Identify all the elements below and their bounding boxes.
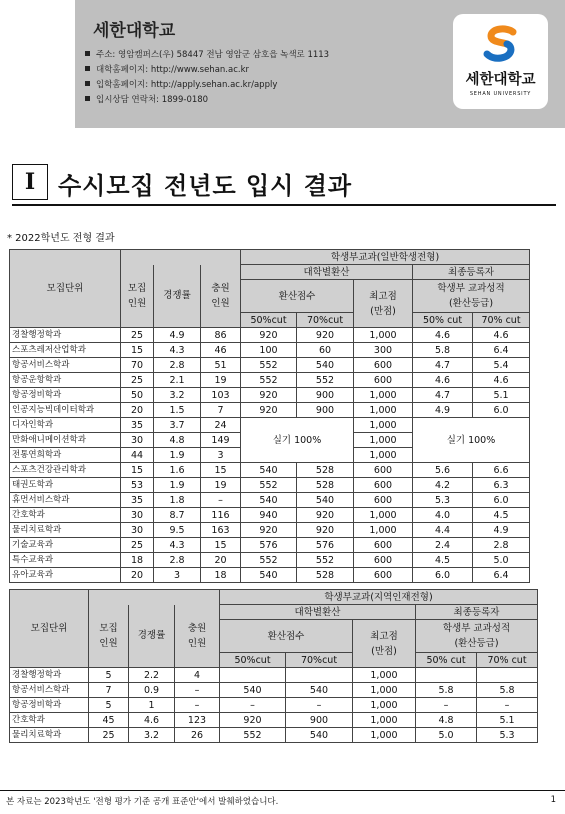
table-row	[10, 388, 530, 403]
unit-name: 태권도학과	[10, 478, 121, 493]
table-cell: 552	[241, 373, 297, 388]
table-cell: 4.9	[154, 328, 201, 343]
table-cell: 4.9	[413, 403, 473, 418]
header-quota: 모집 인원	[89, 605, 129, 668]
table-cell: 18	[121, 553, 154, 568]
unit-name: 항공정비학과	[10, 388, 121, 403]
header-70cut: 70%cut	[286, 653, 353, 668]
table-cell: 15	[121, 463, 154, 478]
info-address: 주소: 영암캠퍼스(우) 58447 전남 영암군 삼호읍 녹색로 1113	[85, 48, 329, 63]
table-cell: 20	[121, 568, 154, 583]
table-row	[10, 373, 530, 388]
table-cell: 25	[121, 328, 154, 343]
table-cell: 1.9	[154, 448, 201, 463]
unit-name: 만화애니메이션학과	[10, 433, 121, 448]
table-cell: –	[220, 698, 286, 713]
table-cell: 920	[297, 523, 354, 538]
table-cell: 6.6	[473, 463, 530, 478]
table-cell: 1,000	[353, 683, 416, 698]
header-70cut: 70% cut	[473, 313, 530, 328]
table-cell: 576	[297, 538, 354, 553]
table-cell: 8.7	[154, 508, 201, 523]
results-table-general	[9, 249, 530, 583]
table-cell: 26	[175, 728, 220, 743]
table-row	[10, 728, 538, 743]
table-cell: 552	[297, 553, 354, 568]
table-cell: 3.2	[154, 388, 201, 403]
bullet-icon	[85, 81, 90, 86]
header-ratio: 경쟁률	[154, 265, 201, 328]
table-cell: 7	[201, 403, 241, 418]
table-cell: 4.5	[413, 553, 473, 568]
page-number: 1	[550, 795, 556, 805]
table-row	[10, 683, 538, 698]
header-50cut: 50% cut	[416, 653, 477, 668]
table-cell: 4.4	[413, 523, 473, 538]
header-50cut: 50%cut	[241, 313, 297, 328]
table-row	[10, 478, 530, 493]
table-cell: 5.1	[477, 713, 538, 728]
table-cell: 3	[154, 568, 201, 583]
table-cell: 2.8	[473, 538, 530, 553]
table-cell: 86	[201, 328, 241, 343]
table-cell: 4.6	[413, 328, 473, 343]
table-row	[10, 493, 530, 508]
header-70cut: 70%cut	[297, 313, 354, 328]
table-cell: 5	[89, 698, 129, 713]
table-cell: 123	[175, 713, 220, 728]
table-cell: 920	[241, 388, 297, 403]
header-50cut: 50%cut	[220, 653, 286, 668]
table-cell: 60	[297, 343, 354, 358]
unit-name: 특수교육과	[10, 553, 121, 568]
table-cell: 5.6	[413, 463, 473, 478]
table-cell: 4.8	[416, 713, 477, 728]
table-cell: 600	[354, 358, 413, 373]
table-cell: 2.8	[154, 358, 201, 373]
section-number: I	[12, 164, 48, 200]
table-cell: 35	[121, 418, 154, 433]
table-cell: 6.0	[413, 568, 473, 583]
bullet-icon	[85, 66, 90, 71]
table-cell: 540	[220, 683, 286, 698]
table-cell: 4.9	[473, 523, 530, 538]
table-cell: –	[175, 698, 220, 713]
table-cell: 576	[241, 538, 297, 553]
unit-name: 항공서비스학과	[10, 683, 89, 698]
table-cell: 600	[354, 568, 413, 583]
table-cell: 4.0	[413, 508, 473, 523]
table-cell: 149	[201, 433, 241, 448]
table-cell: 25	[121, 373, 154, 388]
table-cell: 4.7	[413, 388, 473, 403]
table-cell: 4	[175, 668, 220, 683]
table-cell: 920	[241, 328, 297, 343]
table-row	[10, 553, 530, 568]
unit-name: 물리치료학과	[10, 523, 121, 538]
unit-name: 전통연희학과	[10, 448, 121, 463]
table-cell: 1,000	[353, 668, 416, 683]
footer-note: 본 자료는 2023학년도 '전형 평가 기준 공개 표준안'에서 발췌하였습니다.	[6, 797, 279, 807]
header-unit: 모집단위	[10, 590, 89, 668]
table-cell: 552	[241, 478, 297, 493]
logo-text: 세한대학교	[465, 72, 536, 88]
table-cell: 600	[354, 463, 413, 478]
table-cell: 18	[201, 568, 241, 583]
university-name: 세한대학교	[93, 21, 176, 41]
table-cell: 552	[297, 373, 354, 388]
header-univ-convert: 대학별환산	[241, 265, 413, 280]
table-cell: 920	[297, 328, 354, 343]
header-score: 환산점수	[220, 620, 353, 653]
table-cell: 528	[297, 463, 354, 478]
table-row	[10, 418, 530, 433]
table-cell: 116	[201, 508, 241, 523]
table-cell: 24	[201, 418, 241, 433]
header-final: 최종등록자	[413, 265, 530, 280]
s-logo-icon	[481, 24, 521, 64]
table-cell: 940	[241, 508, 297, 523]
table-cell: 540	[286, 728, 353, 743]
table-cell: 9.5	[154, 523, 201, 538]
table-cell: 540	[241, 463, 297, 478]
table-cell: 1,000	[353, 713, 416, 728]
unit-name: 간호학과	[10, 713, 89, 728]
table-cell: 4.6	[413, 373, 473, 388]
table-cell	[286, 668, 353, 683]
table-cell: 1,000	[354, 523, 413, 538]
table-cell: 70	[121, 358, 154, 373]
table-cell: 552	[241, 358, 297, 373]
table-cell: 6.4	[473, 568, 530, 583]
unit-name: 항공정비학과	[10, 698, 89, 713]
info-admission-page: 입학홈페이지: http://apply.sehan.ac.kr/apply	[85, 78, 329, 93]
unit-name: 스포츠레저산업학과	[10, 343, 121, 358]
table-cell: 4.8	[154, 433, 201, 448]
info-contact: 입시상담 연락처: 1899-0180	[85, 93, 329, 108]
header-quota: 모집 인원	[121, 265, 154, 328]
section-title-row	[12, 164, 556, 206]
header-unit: 모집단위	[10, 250, 121, 328]
header-50cut: 50% cut	[413, 313, 473, 328]
logo-english-text: SEHAN UNIVERSITY	[469, 91, 532, 97]
table-cell: 5.8	[477, 683, 538, 698]
table-cell: –	[175, 683, 220, 698]
table-cell: 103	[201, 388, 241, 403]
table-cell: 45	[89, 713, 129, 728]
table-cell: 19	[201, 373, 241, 388]
practical-grade-cell: 실기 100%	[413, 418, 530, 463]
table-cell: 2.1	[154, 373, 201, 388]
header-70cut: 70% cut	[477, 653, 538, 668]
table-cell: 600	[354, 493, 413, 508]
unit-name: 물리치료학과	[10, 728, 89, 743]
table-cell: 1.9	[154, 478, 201, 493]
table-cell: 6.3	[473, 478, 530, 493]
table-cell: 1,000	[353, 728, 416, 743]
table-cell: 540	[286, 683, 353, 698]
unit-name: 디자인학과	[10, 418, 121, 433]
table-cell: 5.4	[473, 358, 530, 373]
table-cell: 4.2	[413, 478, 473, 493]
table-cell: 3.7	[154, 418, 201, 433]
table-cell: 1,000	[354, 403, 413, 418]
unit-name: 경찰행정학과	[10, 668, 89, 683]
unit-name: 휴먼서비스학과	[10, 493, 121, 508]
table-cell: 528	[297, 568, 354, 583]
table-cell: 4.6	[473, 328, 530, 343]
table-cell: 5.1	[473, 388, 530, 403]
table-cell: 4.3	[154, 343, 201, 358]
university-logo	[453, 14, 548, 109]
header-ratio: 경쟁률	[129, 605, 175, 668]
table-cell: 1,000	[354, 418, 413, 433]
table-cell: 44	[121, 448, 154, 463]
table-cell: 25	[89, 728, 129, 743]
table-cell: 30	[121, 523, 154, 538]
bullet-icon	[85, 96, 90, 101]
header-filled: 충원 인원	[201, 265, 241, 328]
table-cell: 600	[354, 553, 413, 568]
table-cell: 920	[241, 403, 297, 418]
table-cell: 6.0	[473, 493, 530, 508]
table-cell: 920	[241, 523, 297, 538]
table-cell: 163	[201, 523, 241, 538]
table-cell: 46	[201, 343, 241, 358]
table-cell: 1.8	[154, 493, 201, 508]
table-cell: 30	[121, 433, 154, 448]
table-cell: 100	[241, 343, 297, 358]
table-cell: 25	[121, 538, 154, 553]
table-cell: 30	[121, 508, 154, 523]
table-cell: 540	[241, 493, 297, 508]
table-cell: 552	[220, 728, 286, 743]
table-cell: 1,000	[354, 508, 413, 523]
contact-info-list	[85, 48, 329, 108]
table-cell: 50	[121, 388, 154, 403]
table-cell: 3	[201, 448, 241, 463]
table-cell: 552	[241, 553, 297, 568]
table-cell: 3.2	[129, 728, 175, 743]
table-row	[10, 463, 530, 478]
table-cell: 600	[354, 373, 413, 388]
table-cell: –	[201, 493, 241, 508]
table-row	[10, 538, 530, 553]
header-max: 최고점 (만점)	[353, 620, 416, 668]
table-cell: 15	[201, 538, 241, 553]
table-cell: 1.6	[154, 463, 201, 478]
section-title: 수시모집 전년도 입시 결과	[58, 172, 353, 200]
unit-name: 인공지능빅데이터학과	[10, 403, 121, 418]
table-cell: 300	[354, 343, 413, 358]
info-homepage: 대학홈페이지: http://www.sehan.ac.kr	[85, 63, 329, 78]
table-cell: 540	[297, 493, 354, 508]
unit-name: 항공운항학과	[10, 373, 121, 388]
table-cell: 51	[201, 358, 241, 373]
unit-name: 항공서비스학과	[10, 358, 121, 373]
header-grades: 학생부 교과성적 (환산등급)	[416, 620, 538, 653]
table-cell: 5.0	[473, 553, 530, 568]
table-row	[10, 343, 530, 358]
table-cell: 1,000	[354, 448, 413, 463]
table-cell: 600	[354, 538, 413, 553]
footer-divider	[0, 790, 565, 791]
table-cell: 900	[286, 713, 353, 728]
table-cell: 1,000	[354, 388, 413, 403]
table-cell: 1.5	[154, 403, 201, 418]
table-cell: 1,000	[354, 433, 413, 448]
table-row	[10, 568, 530, 583]
header-grades: 학생부 교과성적 (환산등급)	[413, 280, 530, 313]
table-row	[10, 523, 530, 538]
table-cell: 5.0	[416, 728, 477, 743]
table-cell: 2.4	[413, 538, 473, 553]
table-cell: 920	[297, 508, 354, 523]
table-cell: 19	[201, 478, 241, 493]
header-max: 최고점 (만점)	[354, 280, 413, 328]
table-cell: 1	[129, 698, 175, 713]
table-cell: 4.6	[129, 713, 175, 728]
table-cell: 5	[89, 668, 129, 683]
table-cell: 5.8	[413, 343, 473, 358]
table-row	[10, 358, 530, 373]
table-cell: –	[477, 698, 538, 713]
header-final: 최종등록자	[416, 605, 538, 620]
table-cell: 1,000	[353, 698, 416, 713]
table-cell: 900	[297, 388, 354, 403]
table-cell	[220, 668, 286, 683]
unit-name: 유아교육과	[10, 568, 121, 583]
table-row	[10, 668, 538, 683]
table-cell: 920	[220, 713, 286, 728]
unit-name: 기술교육과	[10, 538, 121, 553]
table-cell: –	[286, 698, 353, 713]
table-cell: 900	[297, 403, 354, 418]
table-cell: 6.0	[473, 403, 530, 418]
table-cell: 2.8	[154, 553, 201, 568]
unit-name: 간호학과	[10, 508, 121, 523]
table-cell: 0.9	[129, 683, 175, 698]
subheading: * 2022학년도 전형 결과	[7, 233, 115, 244]
table-cell: 2.2	[129, 668, 175, 683]
table-cell	[416, 668, 477, 683]
table-cell: 4.7	[413, 358, 473, 373]
table-cell: 5.8	[416, 683, 477, 698]
results-table-regional	[9, 589, 538, 743]
table-cell: 15	[121, 343, 154, 358]
table-cell: –	[416, 698, 477, 713]
unit-name: 경찰행정학과	[10, 328, 121, 343]
table-cell: 600	[354, 478, 413, 493]
table-row	[10, 403, 530, 418]
table-cell: 4.5	[473, 508, 530, 523]
unit-name: 스포츠건강관리학과	[10, 463, 121, 478]
table-cell: 35	[121, 493, 154, 508]
table-cell: 4.6	[473, 373, 530, 388]
table-cell: 20	[201, 553, 241, 568]
table-cell: 5.3	[413, 493, 473, 508]
table-cell: 20	[121, 403, 154, 418]
table-cell: 6.4	[473, 343, 530, 358]
group-title: 학생부교과(일반학생전형)	[241, 250, 530, 265]
table-cell: 15	[201, 463, 241, 478]
table-row	[10, 508, 530, 523]
table-cell: 7	[89, 683, 129, 698]
table-cell: 528	[297, 478, 354, 493]
table-cell	[477, 668, 538, 683]
table-row	[10, 713, 538, 728]
table-row	[10, 328, 530, 343]
table-cell: 540	[241, 568, 297, 583]
header-univ-convert: 대학별환산	[220, 605, 416, 620]
group-title: 학생부교과(지역인재전형)	[220, 590, 538, 605]
table-cell: 1,000	[354, 328, 413, 343]
table-cell: 53	[121, 478, 154, 493]
header-filled: 충원 인원	[175, 605, 220, 668]
practical-score-cell: 실기 100%	[241, 418, 354, 463]
table-cell: 5.3	[477, 728, 538, 743]
table-row	[10, 698, 538, 713]
header-score: 환산점수	[241, 280, 354, 313]
table-cell: 540	[297, 358, 354, 373]
table-cell: 4.3	[154, 538, 201, 553]
bullet-icon	[85, 51, 90, 56]
